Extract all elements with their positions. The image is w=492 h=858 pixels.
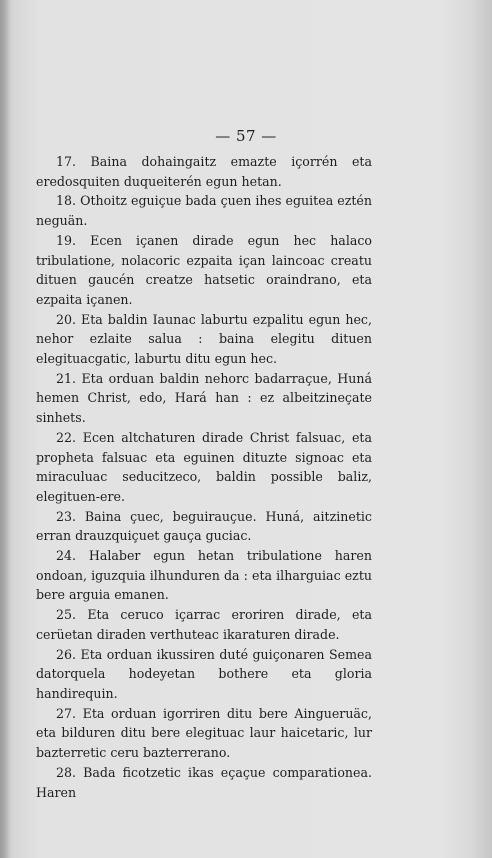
- verse-17: [36, 152, 372, 191]
- verse-22: [36, 428, 372, 507]
- verse-number: 21.: [56, 370, 77, 386]
- verse-text: Ecen içanen dirade egun hec halaco tribulatione, nolacoric ezpaita içan laincoac creatu dituen gaucén creatze hatsetic oraindrano, eta ezpaita içanen.: [36, 232, 372, 307]
- verse-26: [36, 645, 372, 704]
- verse-number: 26.: [56, 646, 77, 662]
- verse-28: [36, 763, 372, 802]
- verse-number: 24.: [56, 548, 77, 564]
- verse-19: [36, 231, 372, 310]
- verse-number: 18.: [56, 193, 77, 209]
- verse-text: Ecen altchaturen dirade Christ falsuac, eta propheta falsuac eta eguinen dituzte signoac eta miraculuac seducitzeco, baldin possible baliz, elegituen-ere.: [36, 429, 372, 504]
- verse-24: [36, 546, 372, 605]
- verse-number: 22.: [56, 429, 77, 445]
- verse-number: 25.: [56, 607, 77, 623]
- verse-text: Eta baldin Iaunac laburtu ezpalitu egun hec, nehor ezlaite salua : baina elegitu dituen elegituacgatic, laburtu ditu egun hec.: [36, 311, 372, 367]
- verse-27: [36, 704, 372, 763]
- verse-18: [36, 191, 372, 230]
- verse-number: 19.: [56, 232, 77, 248]
- verse-text: Eta orduan baldin nehorc badarraçue, Huná hemen Christ, edo, Hará han : ez albeitzineçate sinhets.: [36, 370, 372, 426]
- verse-20: [36, 310, 372, 369]
- verse-text-block: [36, 152, 372, 802]
- verse-text: Bada ficotzetic ikas eçaçue comparationea. Haren: [36, 764, 372, 800]
- verse-text: Othoitz eguiçue bada çuen ihes eguitea eztén neguän.: [36, 193, 372, 229]
- verse-text: Baina çuec, beguirauçue. Huná, aitzinetic erran drauzquiçuet gauça guciac.: [36, 508, 372, 544]
- page-number: — 57 —: [215, 127, 277, 145]
- verse-text: Eta orduan ikussiren duté guiçonaren Semea datorquela hodeyetan bothere eta gloria handirequin.: [36, 646, 372, 701]
- verse-23: [36, 507, 372, 546]
- verse-number: 17.: [56, 154, 77, 169]
- verse-text: Eta orduan igorriren ditu bere Aingueruäc, eta bilduren ditu bere elegituac laur haicetaric, lur bazterretic ceru bazterrerano.: [36, 705, 372, 761]
- verse-text: Eta ceruco içarrac eroriren dirade, eta cerüetan diraden verthuteac ikaraturen dirade.: [36, 607, 372, 642]
- verse-25: [36, 605, 372, 644]
- verse-text: Halaber egun hetan tribulatione haren ondoan, iguzquia ilhunduren da : eta ilharguiac eztu bere arguia emanen.: [36, 548, 372, 603]
- verse-number: 23.: [56, 508, 77, 524]
- verse-number: 20.: [56, 311, 77, 327]
- verse-21: [36, 369, 372, 428]
- verse-number: 27.: [56, 705, 77, 721]
- verse-number: 28.: [56, 764, 77, 780]
- verse-text: Baina dohaingaitz emazte içorrén eta eredosquiten duqueiterén egun hetan.: [36, 154, 372, 189]
